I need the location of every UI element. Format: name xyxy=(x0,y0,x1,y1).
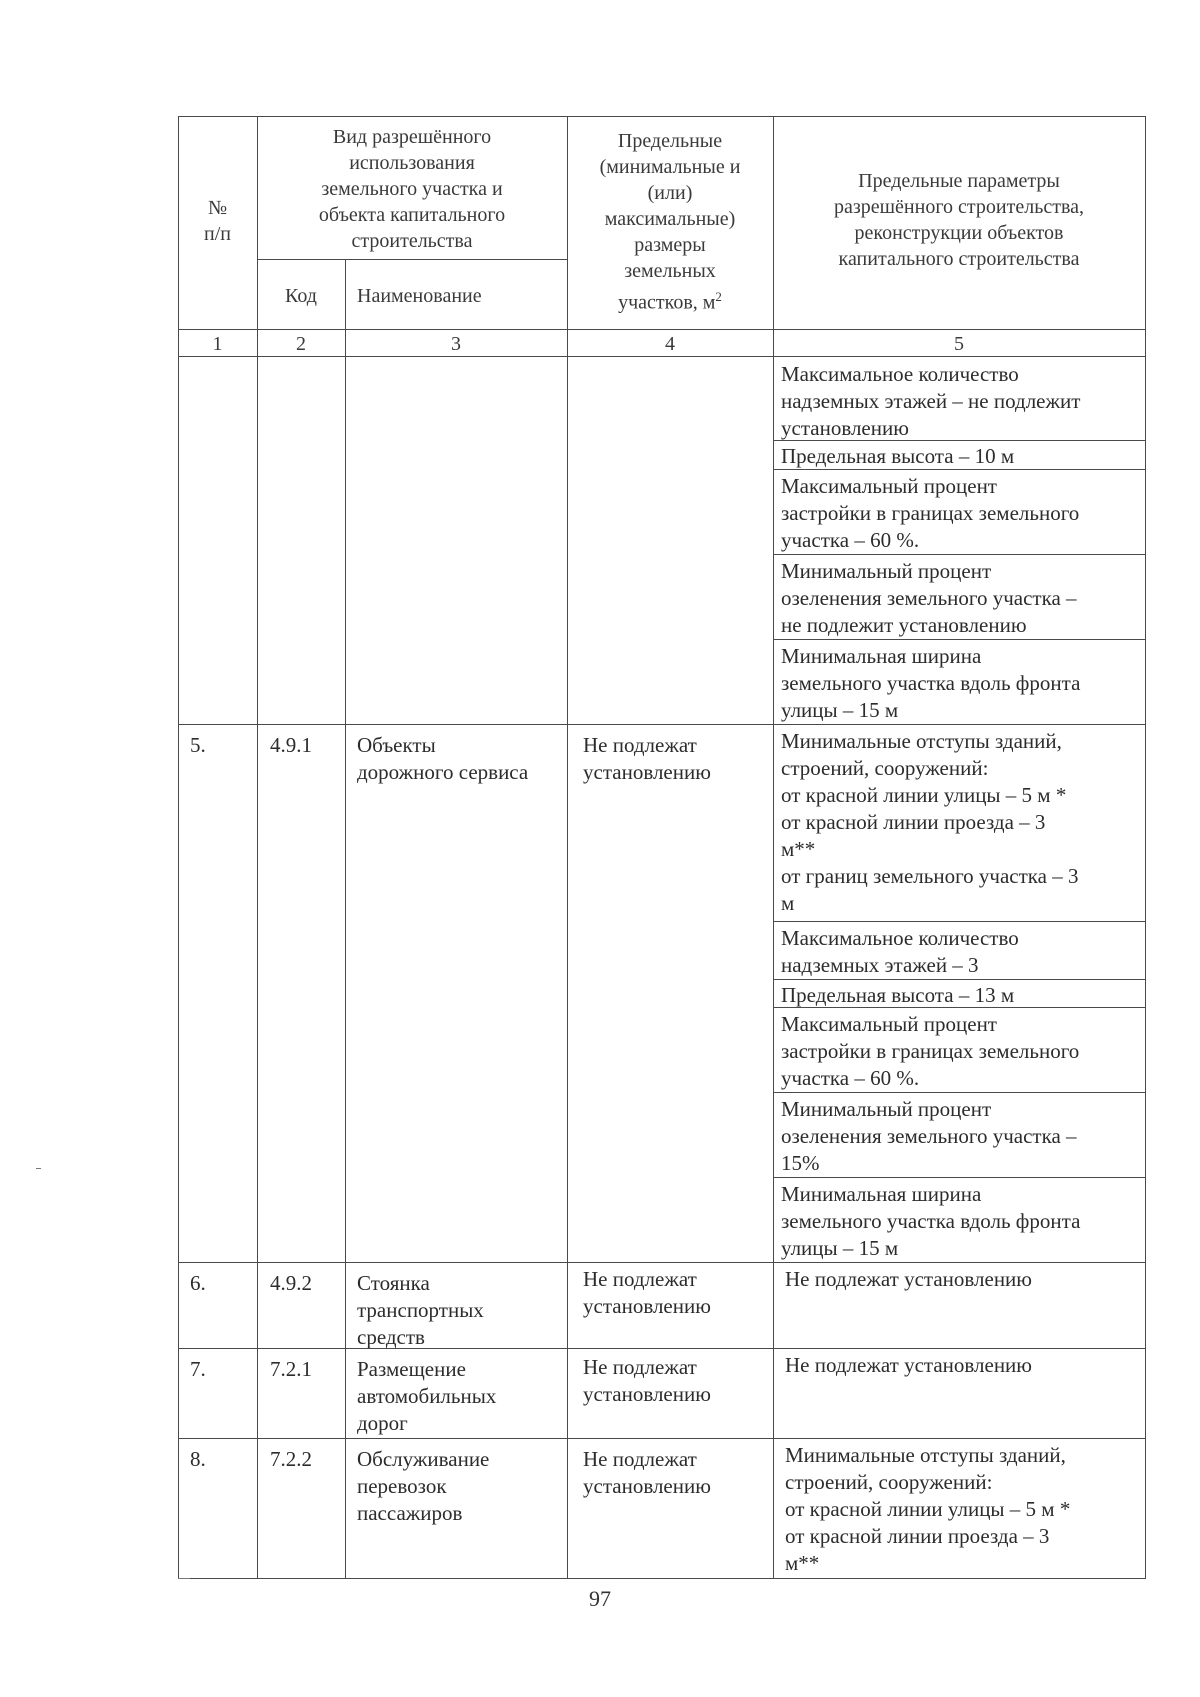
row-plot-sizes: Не подлежат установлению xyxy=(583,1267,711,1318)
row-number: 6. xyxy=(190,1271,206,1295)
param-cell: Минимальные отступы зданий, строений, сооружений: от красной линии улицы – 5 м * от красной линии проезда – 3 м** от границ земельного участка – 3 м xyxy=(781,729,1079,915)
row-name: Стоянка транспортных средств xyxy=(357,1271,484,1348)
row-code: 7.2.1 xyxy=(270,1357,312,1381)
param-divider xyxy=(773,639,1146,640)
header-use-type-group: Вид разрешённого использования земельного участка и объекта капитального строительства xyxy=(318,126,506,252)
param-cell: Предельная высота – 10 м xyxy=(781,444,1015,468)
row-code: 7.2.2 xyxy=(270,1447,312,1471)
row-divider xyxy=(178,1348,1146,1349)
header-bottom-line xyxy=(178,329,1146,330)
row-plot-sizes: Не подлежат установлению xyxy=(583,733,711,784)
param-cell: Максимальный процент застройки в границах земельного участка – 60 %. xyxy=(781,1012,1080,1090)
column-number: 2 xyxy=(296,333,306,355)
row-plot-sizes: Не подлежат установлению xyxy=(583,1447,711,1498)
column-number: 1 xyxy=(212,333,223,355)
param-cell: Максимальное количество надземных этажей – 3 xyxy=(781,926,1019,977)
param-cell: Не подлежат установлению xyxy=(785,1267,1032,1291)
header-code: Код xyxy=(285,285,317,307)
row-name: Обслуживание перевозок пассажиров xyxy=(357,1447,490,1525)
column-number: 5 xyxy=(954,333,964,355)
header-plot-sizes-text: Предельные (минимальные и (или) максимальные) размеры земельных участков, м xyxy=(599,130,741,314)
table-border-right xyxy=(1145,116,1146,1579)
column-number: 4 xyxy=(665,333,675,355)
table-border-top xyxy=(178,116,1146,117)
param-divider xyxy=(773,979,1146,980)
column-number: 3 xyxy=(451,333,461,355)
row-name: Размещение автомобильных дорог xyxy=(357,1357,497,1435)
param-cell: Предельная высота – 13 м xyxy=(781,983,1015,1007)
row-name: Объекты дорожного сервиса xyxy=(357,733,529,784)
param-cell: Максимальное количество надземных этажей – не подлежит установлению xyxy=(781,362,1081,440)
row-divider xyxy=(178,1262,1146,1263)
row-number: 8. xyxy=(190,1447,206,1471)
header-construction-params: Предельные параметры разрешённого строительства, реконструкции объектов капитального строительства xyxy=(834,170,1084,270)
table-border-bottom xyxy=(178,1578,1146,1579)
column-divider xyxy=(345,259,346,1579)
param-divider xyxy=(773,1177,1146,1178)
param-cell: Не подлежат установлению xyxy=(785,1353,1032,1377)
row-number: 7. xyxy=(190,1357,206,1381)
param-cell: Минимальная ширина земельного участка вдоль фронта улицы – 15 м xyxy=(781,644,1081,722)
param-cell: Минимальный процент озеленения земельного участка – не подлежит установлению xyxy=(781,559,1077,637)
param-divider xyxy=(773,921,1146,922)
row-divider xyxy=(178,1438,1146,1439)
header-number-col: № п/п xyxy=(204,197,231,245)
param-cell: Минимальные отступы зданий, строений, сооружений: от красной линии улицы – 5 м * от красной линии проезда – 3 м** xyxy=(785,1443,1071,1575)
param-cell: Максимальный процент застройки в границах земельного участка – 60 %. xyxy=(781,474,1080,552)
param-divider xyxy=(773,1092,1146,1093)
row-number: 5. xyxy=(190,733,206,757)
row-divider xyxy=(178,724,1146,725)
row-code: 4.9.1 xyxy=(270,733,312,757)
header-plot-sizes-sup: 2 xyxy=(715,289,722,304)
header-plot-sizes xyxy=(567,128,773,316)
page-number: 97 xyxy=(589,1586,611,1611)
param-cell: Минимальный процент озеленения земельного участка – 15% xyxy=(781,1097,1077,1175)
scan-mark xyxy=(36,1168,41,1169)
row-code: 4.9.2 xyxy=(270,1271,312,1295)
header-name: Наименование xyxy=(357,285,482,307)
param-divider xyxy=(773,554,1146,555)
header-subdivider xyxy=(257,259,567,260)
scan-mark xyxy=(178,1578,190,1579)
row-plot-sizes: Не подлежат установлению xyxy=(583,1355,711,1406)
param-cell: Минимальная ширина земельного участка вдоль фронта улицы – 15 м xyxy=(781,1182,1081,1260)
